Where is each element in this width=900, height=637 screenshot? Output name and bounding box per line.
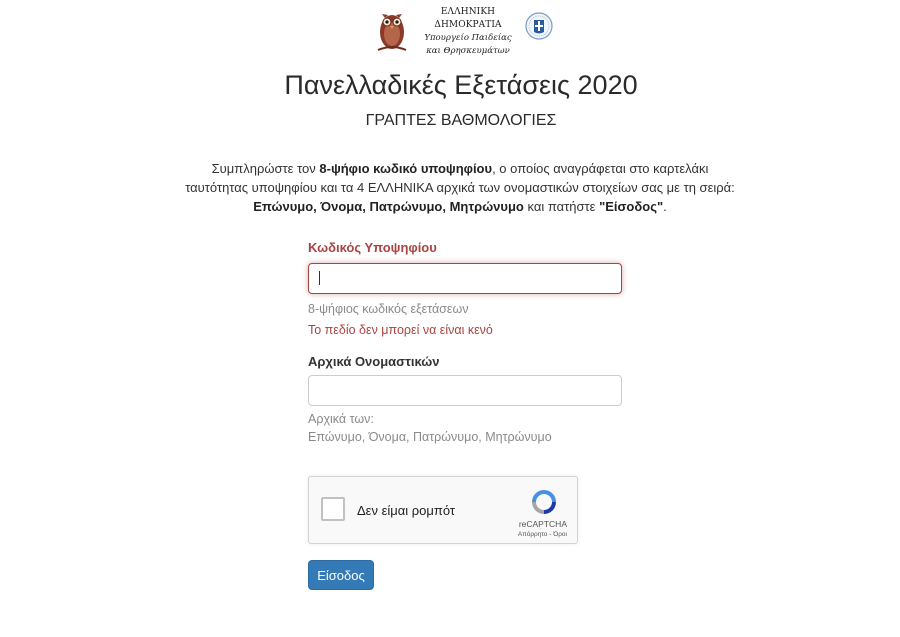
recaptcha-checkbox[interactable] (321, 497, 345, 521)
instructions-part-2: , ο οποίος αναγράφεται στο καρτελάκι ταυτότητας υποψηφίου και τα 4 ΕΛΛΗΝΙΚΑ αρχικά των ονομαστικών στοιχείων σας με τη σειρά: (185, 161, 735, 195)
ministry-name (414, 6, 522, 58)
candidate-code-help: 8-ψήφιος κωδικός εξετάσεων (308, 302, 469, 316)
instructions-part-4: . (663, 199, 667, 214)
instructions-bold-1: 8-ψήφιο κωδικό υποψηφίου (319, 161, 493, 176)
page-subtitle: ΓΡΑΠΤΕΣ ΒΑΘΜΟΛΟΓΙΕΣ (365, 112, 557, 129)
instructions-part-3: και πατήστε (523, 199, 600, 214)
instructions-text (180, 159, 740, 216)
instructions-part-1: Συμπληρώστε τον (211, 161, 320, 176)
page-title: Πανελλαδικές Εξετάσεις 2020 (284, 70, 638, 100)
ministry-header (374, 4, 564, 54)
initials-input[interactable] (308, 375, 622, 406)
initials-help-1: Αρχικά των: (308, 412, 374, 426)
ministry-line-1: ΕΛΛΗΝΙΚΗ ΔΗΜΟΚΡΑΤΙΑ (434, 7, 502, 30)
greek-cross-emblem-icon (524, 11, 554, 41)
candidate-code-wrapper (308, 263, 628, 294)
candidate-code-label: Κωδικός Υποψηφίου (308, 240, 437, 255)
candidate-code-error: Το πεδίο δεν μπορεί να είναι κενό (308, 323, 493, 337)
instructions-bold-3: "Είσοδος" (599, 199, 664, 214)
recaptcha-links[interactable]: Απόρρητο - Όροι (517, 531, 567, 538)
submit-button[interactable]: Είσοδος (308, 560, 374, 590)
text-caret (319, 271, 320, 285)
instructions-bold-2: Επώνυμο, Όνομα, Πατρώνυμο, Μητρώνυμο (253, 199, 524, 214)
owl-icon (374, 6, 410, 52)
recaptcha-icon (529, 487, 559, 517)
initials-help-2: Επώνυμο, Όνομα, Πατρώνυμο, Μητρώνυμο (308, 430, 552, 444)
recaptcha-brand: reCAPTCHA (518, 519, 567, 529)
recaptcha-widget (308, 476, 578, 544)
recaptcha-label: Δεν είμαι ρομπότ (357, 503, 456, 518)
ministry-line-3: και Θρησκευμάτων (426, 46, 510, 56)
initials-label: Αρχικά Ονομαστικών (308, 354, 440, 369)
login-form (308, 240, 628, 446)
candidate-code-input[interactable] (308, 263, 622, 294)
ministry-line-2: Υπουργείο Παιδείας (424, 33, 512, 43)
